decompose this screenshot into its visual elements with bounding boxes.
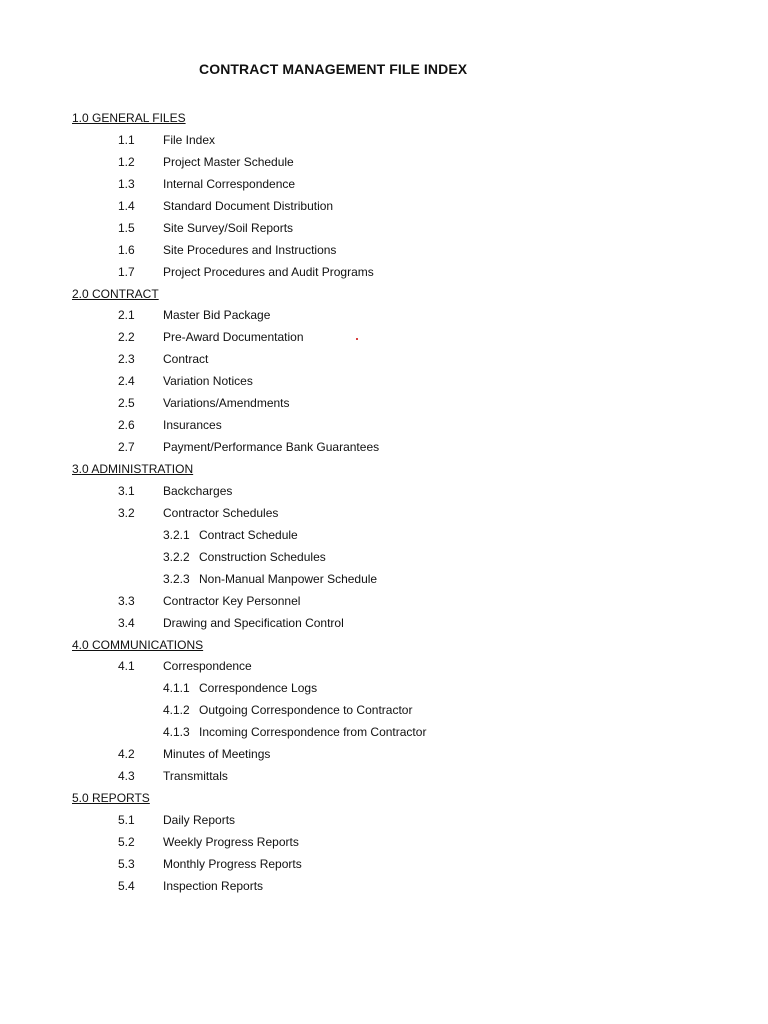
- item-number: 1.5: [118, 220, 135, 235]
- item-label: Monthly Progress Reports: [163, 856, 302, 871]
- item-label: Correspondence: [163, 659, 252, 674]
- section-heading: [0, 284, 768, 306]
- item-row: [0, 810, 768, 832]
- item-number: 3.1: [118, 483, 135, 498]
- item-label: Contract: [163, 352, 209, 367]
- item-row: [0, 613, 768, 635]
- item-number: 3.2.1: [163, 527, 190, 542]
- section-label: 1.0 GENERAL FILES: [72, 111, 186, 125]
- item-row: [0, 218, 768, 240]
- subitem-row: [0, 678, 768, 700]
- item-number: 2.7: [118, 440, 135, 455]
- item-row: [0, 240, 768, 262]
- subitem-row: [0, 525, 768, 547]
- item-label: Payment/Performance Bank Guarantees: [163, 440, 380, 455]
- item-number: 1.3: [118, 176, 135, 191]
- section-heading: [0, 459, 768, 481]
- item-number: 4.3: [118, 769, 135, 784]
- item-label: Minutes of Meetings: [163, 747, 271, 762]
- item-row: [0, 130, 768, 152]
- item-number: 2.6: [118, 418, 135, 433]
- item-label: Drawing and Specification Control: [163, 615, 344, 630]
- item-label: File Index: [163, 132, 216, 147]
- section-label: 3.0 ADMINISTRATION: [72, 462, 194, 476]
- section-heading: [0, 788, 768, 810]
- item-label: Construction Schedules: [199, 549, 326, 564]
- item-label: Variations/Amendments: [163, 396, 290, 411]
- item-label: Contract Schedule: [199, 527, 298, 542]
- item-number: 5.4: [118, 878, 135, 893]
- item-row: [0, 876, 768, 898]
- item-row: [0, 305, 768, 327]
- item-number: 1.1: [118, 132, 135, 147]
- subitem-row: [0, 700, 768, 722]
- item-number: 2.4: [118, 374, 135, 389]
- item-label: Site Survey/Soil Reports: [163, 220, 294, 235]
- item-label: Pre-Award Documentation: [163, 330, 304, 345]
- item-number: 5.3: [118, 856, 135, 871]
- subitem-row: [0, 547, 768, 569]
- item-number: 3.3: [118, 593, 135, 608]
- section-label: 4.0 COMMUNICATIONS: [72, 637, 204, 652]
- section-label: 2.0 CONTRACT: [72, 286, 159, 301]
- item-number: 1.6: [118, 242, 135, 257]
- item-label: Standard Document Distribution: [163, 198, 334, 213]
- item-number: 3.2: [118, 505, 135, 520]
- item-row: [0, 152, 768, 174]
- item-number: 5.1: [118, 813, 135, 827]
- item-number: 1.4: [118, 198, 135, 213]
- item-label: Incoming Correspondence from Contractor: [199, 725, 427, 740]
- item-label: Correspondence Logs: [199, 681, 318, 696]
- item-label: Daily Reports: [163, 813, 236, 827]
- item-label: Project Master Schedule: [163, 154, 294, 169]
- item-label: Project Procedures and Audit Programs: [163, 264, 374, 279]
- item-row: [0, 591, 768, 613]
- item-label: Weekly Progress Reports: [163, 834, 299, 849]
- item-row: [0, 174, 768, 196]
- item-row: [0, 371, 768, 393]
- item-row: [0, 744, 768, 766]
- item-row: [0, 262, 768, 284]
- item-number: 2.5: [118, 396, 135, 411]
- item-number: 4.1.3: [163, 725, 190, 740]
- item-label: Backcharges: [163, 483, 233, 498]
- item-number: 4.1: [118, 659, 135, 674]
- item-row: [0, 854, 768, 876]
- item-number: 2.3: [118, 352, 135, 367]
- item-row: [0, 437, 768, 459]
- item-label: Contractor Key Personnel: [163, 593, 301, 608]
- item-number: 3.4: [118, 615, 135, 630]
- item-label: Internal Correspondence: [163, 176, 296, 191]
- section-heading: [0, 635, 768, 657]
- item-row: [0, 656, 768, 678]
- item-number: 4.1.2: [163, 703, 190, 718]
- stray-mark: [356, 338, 358, 340]
- section-label: 5.0 REPORTS: [72, 791, 150, 806]
- item-label: Insurances: [163, 418, 222, 433]
- file-index-list: [0, 108, 768, 898]
- item-number: 3.2.3: [163, 571, 190, 586]
- item-number: 2.2: [118, 330, 135, 345]
- item-number: 4.2: [118, 747, 135, 762]
- item-label: Outgoing Correspondence to Contractor: [199, 703, 413, 718]
- item-number: 1.2: [118, 154, 135, 169]
- document-title: CONTRACT MANAGEMENT FILE INDEX: [199, 61, 468, 77]
- item-row: [0, 766, 768, 788]
- item-row: [0, 349, 768, 371]
- item-number: 1.7: [118, 264, 135, 279]
- item-row: [0, 393, 768, 415]
- section-heading: [0, 108, 768, 130]
- item-label: Master Bid Package: [163, 308, 271, 323]
- item-number: 3.2.2: [163, 549, 190, 564]
- item-label: Site Procedures and Instructions: [163, 242, 337, 257]
- item-row: [0, 415, 768, 437]
- item-row: [0, 196, 768, 218]
- item-label: Variation Notices: [163, 374, 253, 389]
- item-number: 5.2: [118, 834, 135, 849]
- item-label: Transmittals: [163, 769, 228, 784]
- item-label: Inspection Reports: [163, 878, 264, 893]
- item-number: 4.1.1: [163, 681, 190, 696]
- item-label: Contractor Schedules: [163, 505, 279, 520]
- item-row: [0, 832, 768, 854]
- item-number: 2.1: [118, 308, 135, 323]
- item-label: Non-Manual Manpower Schedule: [199, 571, 378, 586]
- item-row: [0, 481, 768, 503]
- item-row: [0, 327, 768, 349]
- item-row: [0, 503, 768, 525]
- subitem-row: [0, 722, 768, 744]
- subitem-row: [0, 569, 768, 591]
